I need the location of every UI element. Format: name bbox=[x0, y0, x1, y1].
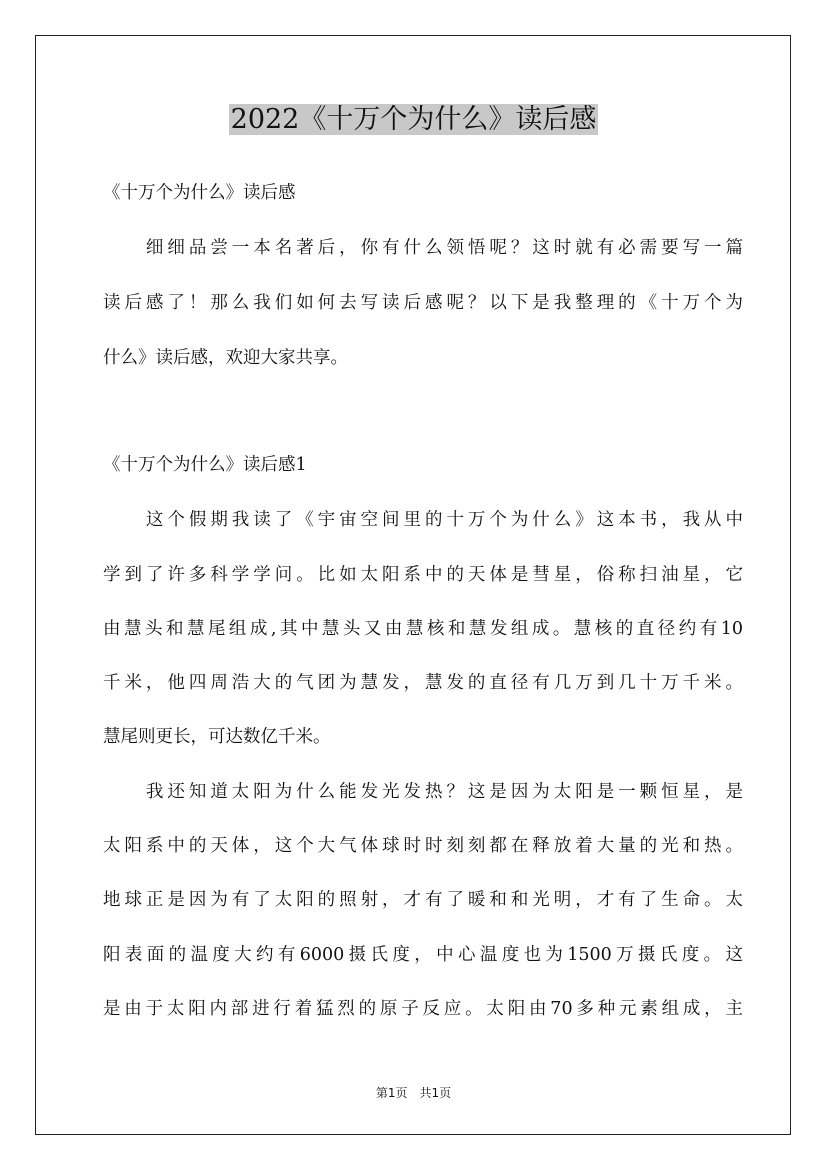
document-title-wrap bbox=[0, 100, 827, 140]
intro-line: 什么》读后感，欢迎大家共享。 bbox=[103, 348, 348, 368]
document-title: 2022《十万个为什么》读后感 bbox=[230, 104, 597, 135]
intro-line: 细细品尝一本名著后，你有什么领悟呢？这时就有必需要写一篇 bbox=[103, 238, 743, 258]
subtitle: 《十万个为什么》读后感 bbox=[103, 183, 296, 203]
paragraph-line: 学到了许多科学学问。比如太阳系中的天体是彗星，俗称扫油星，它 bbox=[103, 565, 743, 585]
page-footer: 第1页 共1页 bbox=[375, 1086, 452, 1100]
intro-line: 读后感了！那么我们如何去写读后感呢？以下是我整理的《十万个为 bbox=[103, 293, 743, 313]
paragraph-line: 地球正是因为有了太阳的照射，才有了暖和和光明，才有了生命。太 bbox=[103, 890, 743, 910]
paragraph-line: 这个假期我读了《宇宙空间里的十万个为什么》这本书，我从中 bbox=[103, 510, 743, 530]
paragraph-line: 我还知道太阳为什么能发光发热？这是因为太阳是一颗恒星，是 bbox=[103, 782, 743, 802]
paragraph-line: 太阳系中的天体，这个大气体球时时刻刻都在释放着大量的光和热。 bbox=[103, 836, 743, 856]
paragraph-line: 阳表面的温度大约有6000摄氏度，中心温度也为1500万摄氏度。这 bbox=[103, 945, 743, 965]
paragraph-line: 是由于太阳内部进行着猛烈的原子反应。太阳由70多种元素组成，主 bbox=[103, 999, 743, 1019]
paragraph-line: 由慧头和慧尾组成,其中慧头又由慧核和慧发组成。慧核的直径约有10 bbox=[103, 619, 743, 639]
paragraph-line: 慧尾则更长，可达数亿千米。 bbox=[103, 727, 331, 747]
section-heading: 《十万个为什么》读后感1 bbox=[103, 455, 307, 475]
paragraph-line: 千米，他四周浩大的气团为慧发，慧发的直径有几万到几十万千米。 bbox=[103, 673, 743, 693]
